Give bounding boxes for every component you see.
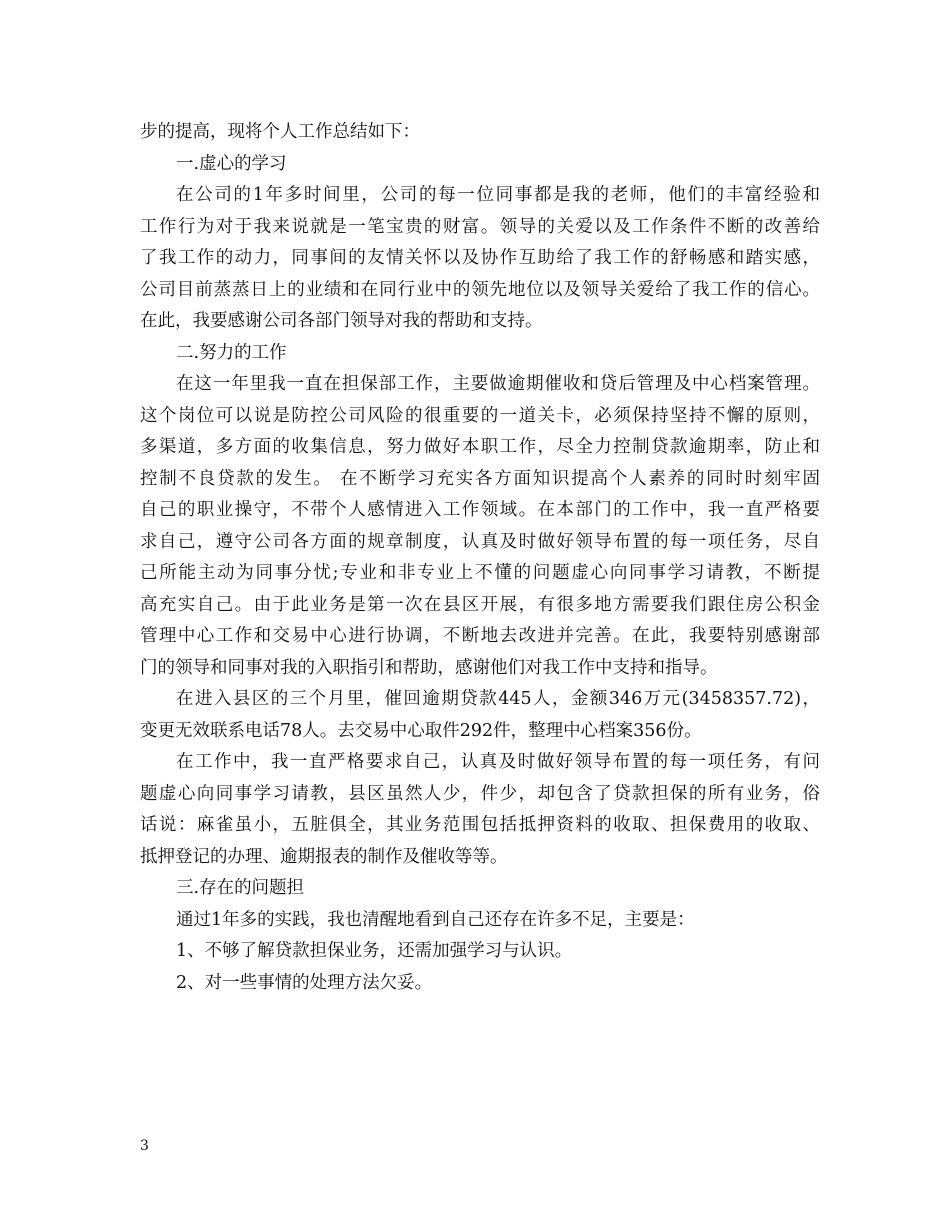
text-line: 在这一年里我一直在担保部工作，主要做逾期催收和贷后管理及中心档案管理。 <box>176 374 820 394</box>
text-line: 公司目前蒸蒸日上的业绩和在同行业中的领先地位以及领导关爱给了我工作的信心。 <box>140 279 820 300</box>
text-line: 话说：麻雀虽小，五脏俱全，其业务范围包括抵押资料的收取、担保费用的收取、 <box>140 815 820 835</box>
text-line: 步的提高，现将个人工作总结如下： <box>140 122 420 142</box>
text-line: 工作行为对于我来说就是一笔宝贵的财富。领导的关爱以及工作条件不断的改善给 <box>140 216 820 237</box>
text-line: 自己的职业操守，不带个人感情进入工作领域。在本部门的工作中，我一直严格要 <box>140 500 820 520</box>
text-line: 变更无效联系电话78人。去交易中心取件292件，整理中心档案356份。 <box>140 720 702 741</box>
text-line: 在公司的1年多时间里，公司的每一位同事都是我的老师，他们的丰富经验和 <box>176 185 820 205</box>
text-line: 抵押登记的办理、逾期报表的制作及催收等等。 <box>140 846 508 867</box>
document-body <box>140 117 820 999</box>
text-line: 门的领导和同事对我的入职指引和帮助，感谢他们对我工作中支持和指导。 <box>140 657 718 678</box>
text-line: 1、不够了解贷款担保业务，还需加强学习与认识。 <box>176 941 573 961</box>
text-line: 三.存在的问题担 <box>176 878 305 898</box>
text-line: 2、对一些事情的处理方法欠妥。 <box>176 972 433 993</box>
text-line: 这个岗位可以说是防控公司风险的很重要的一道关卡，必须保持坚持不懈的原则， <box>140 405 820 426</box>
text-line: 了我工作的动力，同事间的友情关怀以及协作互助给了我工作的舒畅感和踏实感， <box>140 248 820 268</box>
text-line: 题虚心向同事学习请教，县区虽然人少，件少，却包含了贷款担保的所有业务，俗 <box>140 783 820 804</box>
text-line: 求自己，遵守公司各方面的规章制度，认真及时做好领导布置的每一项任务，尽自 <box>140 531 820 552</box>
text-line: 管理中心工作和交易中心进行协调，不断地去改进并完善。在此，我要特别感谢部 <box>140 626 820 646</box>
text-line: 通过1年多的实践，我也清醒地看到自己还存在许多不足，主要是： <box>176 909 695 930</box>
page-number: 3 <box>140 1138 149 1154</box>
text-line: 在此，我要感谢公司各部门领导对我的帮助和支持。 <box>140 311 543 331</box>
text-line: 多渠道，多方面的收集信息，努力做好本职工作，尽全力控制贷款逾期率，防止和 <box>140 437 820 457</box>
text-line: 二.努力的工作 <box>176 342 287 363</box>
text-line: 控制不良贷款的发生。 在不断学习充实各方面知识提高个人素养的同时时刻牢固 <box>140 468 820 489</box>
text-line: 己所能主动为同事分忧;专业和非专业上不懂的问题虚心向同事学习请教，不断提 <box>140 563 820 583</box>
text-line: 一.虚心的学习 <box>176 153 287 174</box>
text-line: 高充实自己。由于此业务是第一次在县区开展，有很多地方需要我们跟住房公积金 <box>140 594 820 615</box>
text-line: 在工作中，我一直严格要求自己，认真及时做好领导布置的每一项任务，有问 <box>176 752 820 772</box>
text-line: 在进入县区的三个月里，催回逾期贷款445人，金额346万元(3458357.72)， <box>176 689 820 709</box>
